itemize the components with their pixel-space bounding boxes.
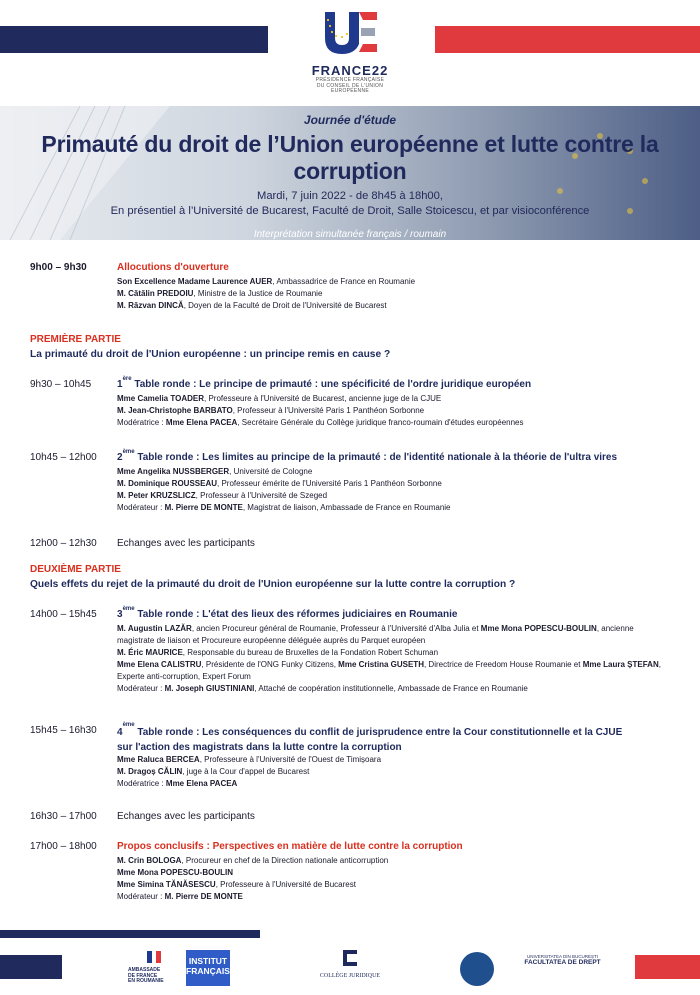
eu-presidency-emblem-icon	[315, 8, 385, 60]
t1-time: 9h30 – 10h45	[30, 379, 92, 390]
opening-time: 9h00 – 9h30	[30, 262, 87, 273]
t4-title: 4ème Table ronde : Les conséquences du conflit de jurisprudence entre la Cour constitutionnelle et la CJUE sur l'action des magistrats dans la lutte contre la corruption	[117, 722, 623, 753]
t2-speakers	[117, 466, 685, 514]
t4-speakers	[117, 754, 685, 790]
list-item: M. Crin BOLOGA, Procureur en chef de la Direction nationale anticorruption	[117, 856, 389, 865]
list-item: Modératrice : Mme Elena PACEA, Secrétaire Générale du Collège juridique franco-roumain d'études européennes	[117, 418, 524, 427]
ex2-time: 16h30 – 17h00	[30, 811, 97, 822]
opening-title: Allocutions d'ouverture	[117, 262, 229, 273]
list-item: M. Augustin LAZĂR, ancien Procureur général de Roumanie, Professeur à l'Université d'Alba Julia et Mme Mona POPESCU-BOULIN, ancienne	[117, 624, 634, 633]
university-seal-icon	[460, 952, 494, 986]
footer-blue-bar	[0, 930, 260, 938]
list-item: Mme Mona POPESCU-BOULIN	[117, 868, 234, 877]
list-item: M. Dragoș CĂLIN, juge à la Cour d'appel de Bucarest	[117, 767, 310, 776]
part2-label: DEUXIÈME PARTIE	[30, 564, 121, 575]
t3-time: 14h00 – 15h45	[30, 609, 97, 620]
logo-subtitle-3: EUROPÉENNE	[330, 88, 369, 94]
list-item: Experte anti-corruption, Expert Forum	[117, 672, 251, 681]
t4-time: 15h45 – 16h30	[30, 725, 97, 736]
t3-speakers	[117, 623, 685, 695]
banner-date: Mardi, 7 juin 2022 - de 8h45 à 18h00,	[257, 190, 443, 202]
footer-blue-block	[0, 955, 62, 979]
title-banner	[0, 106, 700, 240]
france22-logo	[300, 8, 400, 98]
list-item: Mme Simina TĂNĂSESCU, Professeure à l'Université de Bucarest	[117, 880, 356, 889]
facultatea-de-drept-logo: UNIVERSITATEA DIN BUCUREȘTI FACULTATEA DE DREPT	[524, 954, 601, 966]
logo-subtitle-1: PRÉSIDENCE FRANÇAISE	[315, 77, 385, 83]
list-item: M. Dominique ROUSSEAU, Professeur émérite de l'Université Paris 1 Panthéon Sorbonne	[117, 479, 442, 488]
list-item: M. Éric MAURICE, Responsable du bureau de Bruxelles de la Fondation Robert Schuman	[117, 648, 439, 657]
list-item: M. Cătălin PREDOIU, Ministre de la Justice de Roumanie	[117, 289, 323, 298]
ex2-text: Echanges avec les participants	[117, 811, 255, 822]
marianne-icon	[147, 951, 161, 963]
ambassade-logo: AMBASSADE DE FRANCE EN ROUMANIE	[128, 950, 180, 985]
list-item: Modérateur : M. Joseph GIUSTINIANI, Attaché de coopération institutionnelle, Ambassade de France en Roumanie	[117, 684, 528, 693]
t1-title: 1ère Table ronde : Le principe de primauté : une spécificité de l'ordre juridique européen	[117, 376, 532, 390]
closing-title: Propos conclusifs : Perspectives en matière de lutte contre la corruption	[117, 841, 463, 852]
ex1-text: Echanges avec les participants	[117, 538, 255, 549]
college-emblem-icon	[341, 948, 359, 968]
list-item: Mme Elena CALISTRU, Présidente de l'ONG Funky Citizens, Mme Cristina GUSETH, Directrice de Freedom House Roumanie et Mme Laura ȘTEFAN,	[117, 660, 661, 669]
ex1-time: 12h00 – 12h30	[30, 538, 97, 549]
part2-question: Quels effets du rejet de la primauté du droit de l'Union européenne sur la lutte contre la corruption ?	[30, 579, 516, 590]
list-item: Modératrice : Mme Elena PACEA	[117, 779, 238, 788]
list-item: M. Peter KRUZSLICZ, Professeur à l'Université de Szeged	[117, 491, 328, 500]
list-item: Modérateur : M. Pierre DE MONTE	[117, 892, 243, 901]
footer-red-block	[635, 955, 700, 979]
list-item: Son Excellence Madame Laurence AUER, Ambassadrice de France en Roumanie	[117, 277, 416, 286]
closing-time: 17h00 – 18h00	[30, 841, 97, 852]
closing-speakers	[117, 855, 685, 903]
t2-time: 10h45 – 12h00	[30, 452, 97, 463]
list-item: Mme Raluca BERCEA, Professeure à l'Université de l'Ouest de Timișoara	[117, 755, 382, 764]
t3-title: 3ème Table ronde : L'état des lieux des réformes judiciaires en Roumanie	[117, 606, 458, 620]
logo-wordmark: FRANCE22	[311, 63, 389, 78]
institut-francais-logo: INSTITUT FRANÇAIS	[186, 950, 230, 986]
header-blue-bar	[0, 26, 268, 53]
list-item: Mme Angelika NUSSBERGER, Université de Cologne	[117, 467, 313, 476]
banner-kicker: Journée d'étude	[303, 113, 397, 127]
banner-interpretation: Interprétation simultanée français / roumain	[253, 229, 447, 240]
banner-title: Primauté du droit de l’Union européenne et lutte contre la corruption	[41, 131, 659, 184]
list-item: magistrate de liaison et Procureure européenne déléguée auprès du Parquet européen	[117, 636, 426, 645]
list-item: M. Răzvan DINCĂ, Doyen de la Faculté de Droit de l'Université de Bucarest	[117, 301, 387, 310]
banner-venue: En présentiel à l’Université de Bucarest, Faculté de Droit, Salle Stoicescu, et par visioconférence	[110, 205, 590, 217]
part1-label: PREMIÈRE PARTIE	[30, 334, 121, 345]
list-item: Modérateur : M. Pierre DE MONTE, Magistrat de liaison, Ambassade de France en Roumanie	[117, 503, 451, 512]
opening-speakers	[117, 276, 685, 312]
college-juridique-logo: COLLÈGE JURIDIQUE	[300, 948, 400, 979]
t1-speakers	[117, 393, 685, 429]
list-item: Mme Camelia TOADER, Professeure à l'Université de Bucarest, ancienne juge de la CJUE	[117, 394, 442, 403]
logo-subtitle-2: DU CONSEIL DE L'UNION	[316, 82, 384, 89]
list-item: M. Jean-Christophe BARBATO, Professeur à l'Université Paris 1 Panthéon Sorbonne	[117, 406, 425, 415]
part1-question: La primauté du droit de l'Union européenne : un principe remis en cause ?	[30, 349, 391, 360]
header-red-bar	[435, 26, 700, 53]
t2-title: 2ème Table ronde : Les limites au principe de la primauté : de l'identité nationale à la théorie de l'ultra vires	[117, 449, 618, 463]
